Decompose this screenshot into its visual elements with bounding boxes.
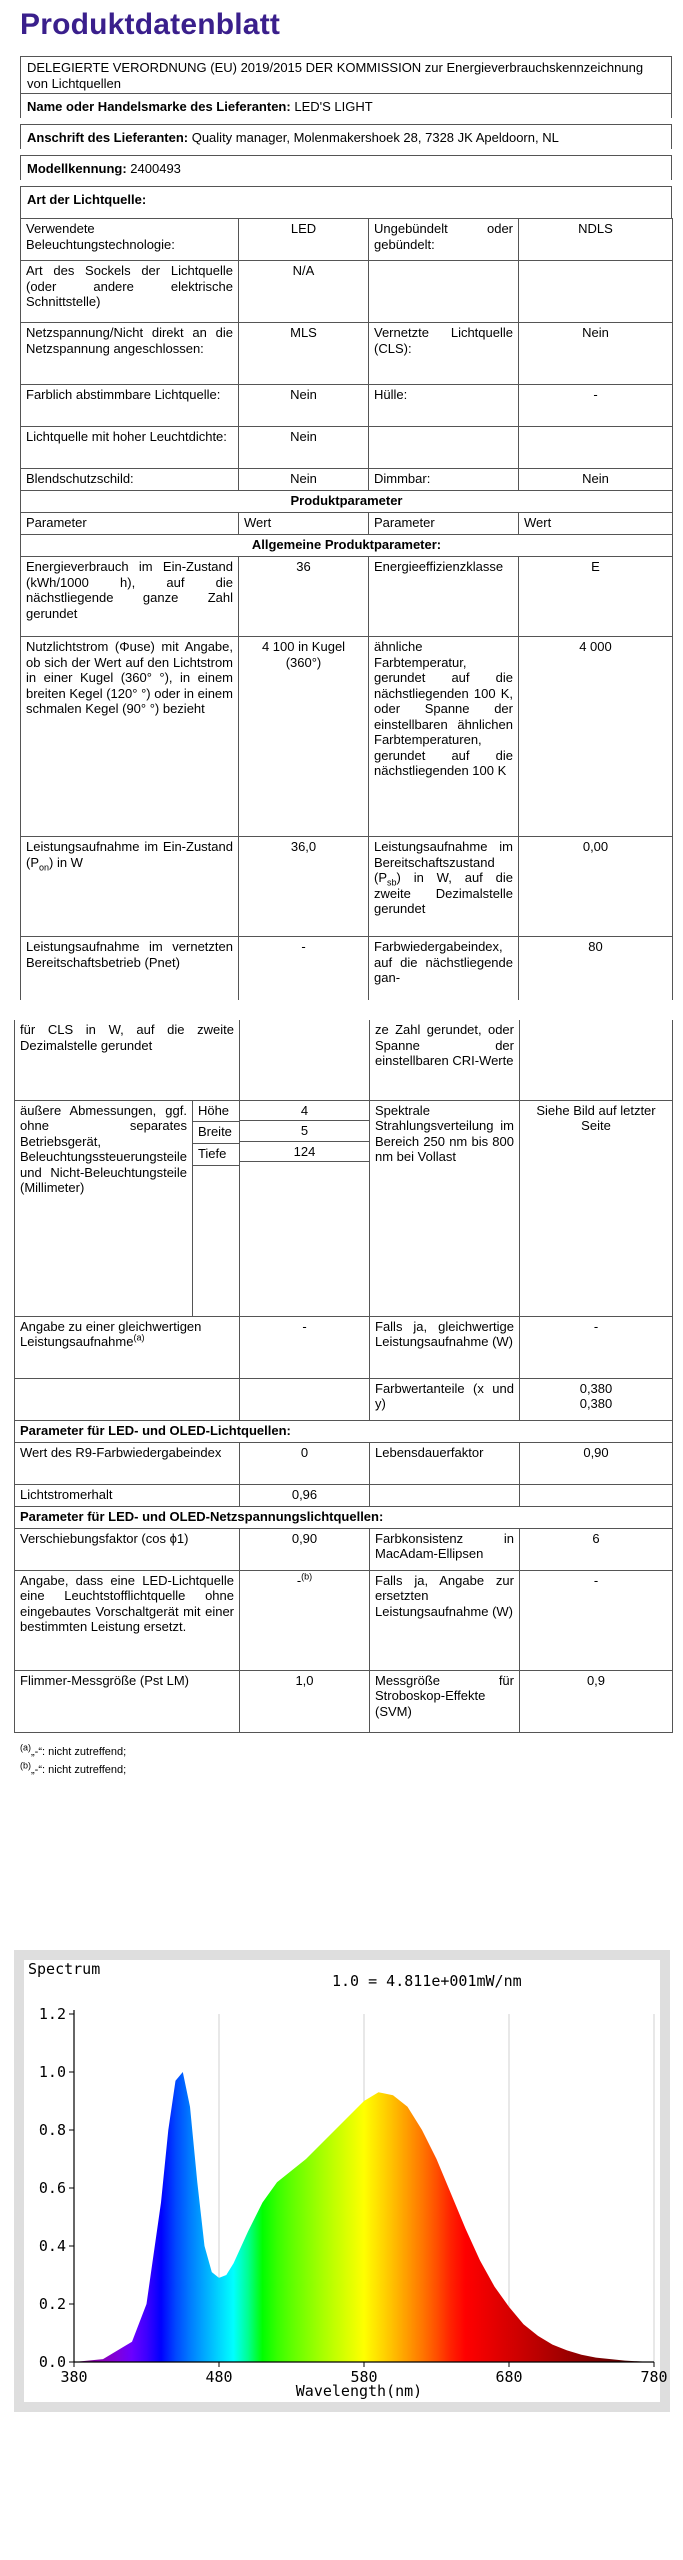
table-row (15, 1100, 673, 1316)
table-row (15, 1670, 673, 1732)
type-label: Vernetzte Lichtquelle (CLS): (369, 323, 519, 385)
x-tick-label: 780 (640, 2368, 668, 2386)
energy-consumption-label: Energieverbrauch im Ein-Zustand (kWh/1000 h), auf die nächstliegende ganze Zahl gerundet (21, 557, 239, 637)
column-header: Parameter (21, 513, 239, 535)
dimension-value: 5 (240, 1121, 369, 1142)
x-tick-label: 480 (205, 2368, 233, 2386)
type-value: - (519, 385, 673, 427)
column-header: Wert (519, 513, 673, 535)
y-tick-label: 0.2 (38, 2295, 66, 2313)
lumen-maintenance-label: Lichtstromerhalt (15, 1484, 240, 1506)
supplier-address-value: Quality manager, Molenmakershoek 28, 7328 JK Apeldoorn, NL (191, 130, 559, 145)
column-header: Parameter (369, 513, 519, 535)
supplier-address (20, 124, 672, 149)
supplier-name (20, 93, 672, 118)
type-value: Nein (519, 323, 673, 385)
table-row (21, 937, 673, 1001)
type-value: Nein (239, 469, 369, 491)
table-row (15, 1528, 673, 1570)
type-value (519, 427, 673, 469)
dimensions-label: äußere Abmessungen, ggf. ohne separates Betriebsgerät, Beleuchtungssteuerungsteile und Nicht-Beleuchtungsteile (Millimeter) (15, 1101, 192, 1316)
type-label: Dimmbar: (369, 469, 519, 491)
supplier-name-value: LED'S LIGHT (294, 99, 373, 114)
standby-power-value: 0,00 (519, 837, 673, 937)
table-row (21, 385, 673, 427)
replacement-power-label: Falls ja, Angabe zur ersetzten Leistungsaufnahme (W) (370, 1570, 520, 1670)
table-row (21, 557, 673, 637)
dimension-key: Tiefe (192, 1144, 239, 1166)
type-label: Ungebündelt oder gebündelt: (369, 219, 519, 261)
type-value: Nein (239, 385, 369, 427)
equivalent-power-label: Angabe zu einer gleichwertigen Leistungsaufnahme$^{(a)}$ (15, 1316, 240, 1378)
type-value: LED (239, 219, 369, 261)
led-params-title: Parameter für LED- und OLED-Lichtquellen: (15, 1420, 673, 1442)
table-row (15, 1020, 673, 1100)
y-tick-label: 0.6 (38, 2179, 66, 2197)
network-standby-value: - (239, 937, 369, 1001)
table-row (21, 637, 673, 837)
power-factor-value: 0,90 (240, 1528, 370, 1570)
table-row (21, 535, 673, 557)
table-row (15, 1442, 673, 1484)
cri-value: 80 (519, 937, 673, 1001)
equivalent-power-label-2: Falls ja, gleichwertige Leistungsaufnahme (W) (370, 1316, 520, 1378)
equivalent-power-value-2: - (520, 1316, 673, 1378)
power-on-label: Leistungsaufnahme im Ein-Zustand $(P_{on})$ in W (21, 837, 239, 937)
table-row (15, 1378, 673, 1420)
type-value: Nein (239, 427, 369, 469)
type-label (369, 427, 519, 469)
flicker-label: Flimmer-Messgröße (Pst LM) (15, 1670, 240, 1732)
color-temperature-label: ähnliche Farbtemperatur, gerundet auf die nächstliegenden 100 K, oder Spanne der einstellbaren ähnlichen Farbtemperaturen, gerundet auf die nächstliegenden 100 K (369, 637, 519, 837)
cri-label-cont: ze Zahl gerundet, oder Spanne der einstellbaren CRI-Werte (370, 1020, 520, 1100)
replacement-power-value: - (520, 1570, 673, 1670)
replacement-label: Angabe, dass eine LED-Lichtquelle eine Leuchtstofflichtquelle ohne eingebautes Vorschaltgerät mit einer bestimmten Leistung ersetzt. (15, 1570, 240, 1670)
product-params-continued-table (14, 1020, 673, 1733)
dimension-value: 4 (240, 1101, 369, 1121)
equivalent-power-value: - (240, 1316, 370, 1378)
table-row (15, 1484, 673, 1506)
type-value (519, 261, 673, 323)
general-params-title: Allgemeine Produktparameter: (21, 535, 673, 557)
standby-power-label: Leistungsaufnahme im Bereitschaftszustand $(P_{sb})$ in W, auf die zweite Dezimalstelle gerundet (369, 837, 519, 937)
type-label: Hülle: (369, 385, 519, 427)
y-tick-label: 0.0 (38, 2353, 66, 2371)
table-row (15, 1420, 673, 1442)
y-tick-label: 0.8 (38, 2121, 66, 2139)
model-id-label: Modellkennung: (27, 161, 127, 176)
lumen-maintenance-value: 0,96 (240, 1484, 370, 1506)
type-label: Verwendete Beleuchtungstechnologie: (21, 219, 239, 261)
supplier-name-label: Name oder Handelsmarke des Lieferanten: (27, 99, 291, 114)
r9-value: 0 (240, 1442, 370, 1484)
macadam-value: 6 (520, 1528, 673, 1570)
spectrum-chart-svg (14, 1950, 670, 2412)
luminous-flux-value: 4 100 in Kugel (360°) (239, 637, 369, 837)
dimension-key: Höhe (192, 1101, 239, 1122)
table-row (21, 427, 673, 469)
y-tick-label: 1.0 (38, 2063, 66, 2081)
light-source-type-table (20, 218, 673, 1000)
survival-factor-label: Lebensdauerfaktor (370, 1442, 520, 1484)
color-temperature-value: 4 000 (519, 637, 673, 837)
table-row (21, 491, 673, 513)
mains-params-title: Parameter für LED- und OLED-Netzspannungslichtquellen: (15, 1506, 673, 1528)
model-id-value: 2400493 (130, 161, 181, 176)
cri-label: Farbwiedergabeindex, auf die nächstliegende gan- (369, 937, 519, 1001)
luminous-flux-label: Nutzlichtstrom (Φuse) mit Angabe, ob sich der Wert auf den Lichtstrom in einer Kugel (360° °), in einem breiten Kegel (120° °) oder in einem schmalen Kegel (90° °) bezieht (21, 637, 239, 837)
page-1 (0, 0, 683, 1000)
network-standby-label-cont: für CLS in W, auf die zweite Dezimalstelle gerundet (15, 1020, 240, 1100)
footnote-b: $^{(b)}$„-“: nicht zutreffend; (20, 1760, 127, 1776)
x-tick-label: 680 (495, 2368, 523, 2386)
type-label: Lichtquelle mit hoher Leuchtdichte: (21, 427, 239, 469)
dimension-key: Breite (192, 1122, 239, 1144)
power-on-value: 36,0 (239, 837, 369, 937)
dimensions-values-cell (240, 1100, 370, 1316)
dimension-value: 124 (240, 1141, 369, 1162)
chromaticity-value: 0,380 0,380 (520, 1378, 673, 1420)
page-2 (0, 1000, 683, 1780)
type-value: NDLS (519, 219, 673, 261)
chromaticity-label: Farbwertanteile (x und y) (370, 1378, 520, 1420)
type-value: MLS (239, 323, 369, 385)
table-row (15, 1570, 673, 1670)
flicker-value: 1,0 (240, 1670, 370, 1732)
replacement-value: -$^{(b)}$ (240, 1570, 370, 1670)
energy-consumption-value: 36 (239, 557, 369, 637)
energy-class-label: Energieeffizienzklasse (369, 557, 519, 637)
params-title: Produktparameter (21, 491, 673, 513)
page-title: Produktdatenblatt (20, 8, 281, 41)
type-label: Blendschutzschild: (21, 469, 239, 491)
table-row (21, 837, 673, 937)
supplier-address-label: Anschrift des Lieferanten: (27, 130, 189, 145)
type-value: N/A (239, 261, 369, 323)
y-tick-label: 1.2 (38, 2005, 66, 2023)
energy-class-value: E (519, 557, 673, 637)
regulation-text: DELEGIERTE VERORDNUNG (EU) 2019/2015 DER KOMMISSION zur Energieverbrauchskennzeichnung von Lichtquellen (20, 56, 672, 95)
dimensions-cell (15, 1100, 240, 1316)
footnote-a: $^{(a)}$„-“: nicht zutreffend; (20, 1742, 127, 1758)
type-label: Farblich abstimmbare Lichtquelle: (21, 385, 239, 427)
type-section-title: Art der Lichtquelle: (20, 186, 672, 218)
type-value: Nein (519, 469, 673, 491)
svm-label: Messgröße für Stroboskop-Effekte (SVM) (370, 1670, 520, 1732)
spectral-distribution-label: Spektrale Strahlungsverteilung im Bereich 250 nm bis 800 nm bei Vollast (370, 1100, 520, 1316)
table-row (21, 469, 673, 491)
table-header-row (21, 513, 673, 535)
svm-value: 0,9 (520, 1670, 673, 1732)
type-label: Netzspannung/Nicht direkt an die Netzspannung angeschlossen: (21, 323, 239, 385)
y-tick-label: 0.4 (38, 2237, 66, 2255)
network-standby-label: Leistungsaufnahme im vernetzten Bereitschaftsbetrieb (Pnet) (21, 937, 239, 1001)
table-row (21, 261, 673, 323)
survival-factor-value: 0,90 (520, 1442, 673, 1484)
chart-annotation: 1.0 = 4.811e+001mW/nm (332, 1972, 522, 1990)
model-id (20, 155, 672, 180)
spectrum-chart (14, 1950, 670, 2412)
x-axis-label: Wavelength(nm) (295, 2382, 423, 2400)
table-row (21, 219, 673, 261)
column-header: Wert (239, 513, 369, 535)
x-tick-label: 380 (60, 2368, 88, 2386)
table-row (15, 1506, 673, 1528)
type-label: Art des Sockels der Lichtquelle (oder andere elektrische Schnittstelle) (21, 261, 239, 323)
x-tick-label: 580 (350, 2368, 378, 2386)
table-row (15, 1316, 673, 1378)
table-row (21, 323, 673, 385)
r9-label: Wert des R9-Farbwiedergabeindex (15, 1442, 240, 1484)
macadam-label: Farbkonsistenz in MacAdam-Ellipsen (370, 1528, 520, 1570)
spectral-distribution-value: Siehe Bild auf letzter Seite (520, 1100, 673, 1316)
type-label (369, 261, 519, 323)
chart-title: Spectrum (28, 1960, 101, 1978)
power-factor-label: Verschiebungsfaktor (cos ϕ1) (15, 1528, 240, 1570)
